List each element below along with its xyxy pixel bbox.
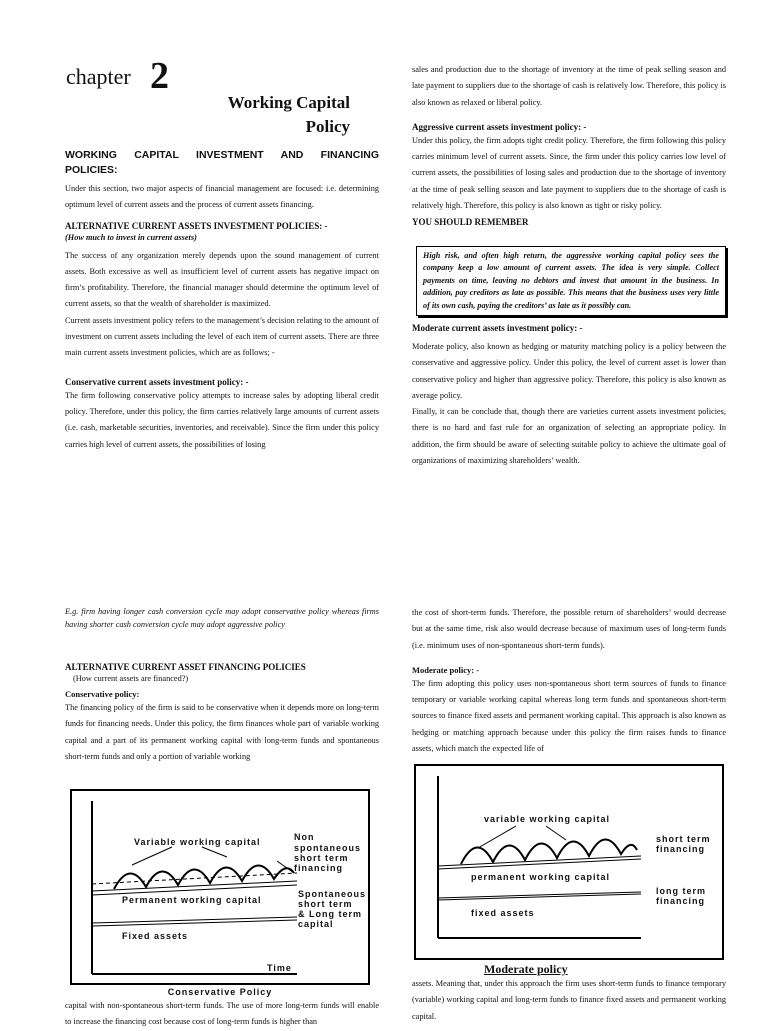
paragraph: Under this policy, the firm adopts tight credit policy. Therefore, the firm following this policy carries minimum level of current assets. Since, the firm under this policy carries low level of current assets, the possibilities of losing sales and production due to the shortage of inventory at the time of peak selling season and late payment to suppliers due to the shortage of cash is relatively high. Therefore, this policy is also known as tight or risky policy.	[412, 135, 726, 211]
label-short-1: short term	[656, 834, 711, 844]
top-left-column	[65, 148, 379, 453]
paragraph: sales and production due to the shortage of inventory at the time of peak selling season and late payment to suppliers due to the shortage of cash is relatively low. Therefore, this policy is also known as relaxed or liberal policy.	[412, 65, 726, 107]
moderate-figure-caption: Moderate policy	[484, 962, 568, 976]
label-permanent-wc: permanent working capital	[471, 872, 611, 882]
chapter-title-line1: Working Capital	[227, 93, 350, 112]
top-right-column	[412, 62, 726, 228]
label-spont-4: capital	[298, 919, 334, 929]
label-long-2: financing	[656, 896, 705, 906]
section-heading: WORKING CAPITAL INVESTMENT AND FINANCING POLICIES:	[65, 149, 379, 176]
remember-heading: YOU SHOULD REMEMBER	[412, 217, 529, 228]
remember-box: High risk, and often high return, the aggressive working capital policy sees the company keep a low amount of current assets. The idea is very simple. Collect payments on time, leaving no debtors and invest that amount in the business. In addition, pay creditors as late as possible. This means that the business uses very little of its own cash, paying the creditors’ as late as it possibly can.	[416, 246, 726, 316]
top-right-column-lower	[412, 322, 726, 469]
label-short-2: financing	[656, 844, 705, 854]
label-fixed-assets: Fixed assets	[122, 931, 189, 941]
fixed-assets-line-2	[92, 920, 297, 926]
paragraph: The success of any organization merely depends upon the sound management of current assets. Both excessive as well as insufficient level of current assets has negative impact on firm’s profitability. Therefore, the financial manager should determine the optimum level of current assets, so that the wealth of shareholder is maximized.	[65, 250, 379, 309]
label-spont-1: Spontaneous	[298, 889, 367, 899]
pointer-line	[546, 826, 566, 840]
paragraph: assets. Meaning that, under this approach the firm uses short-term funds to finance temporary (variable) working capital and long-term funds to finance fixed assets and permanent working capital.	[412, 979, 726, 1021]
pointer-line	[202, 847, 227, 857]
label-permanent-wc: Permanent working capital	[122, 895, 262, 905]
moderate-policy-heading: Moderate policy: -	[412, 664, 480, 675]
label-spont-3: & Long term	[298, 909, 362, 919]
moderate-policy-chart	[416, 766, 722, 958]
label-nonspont-3: short term	[294, 853, 349, 863]
label-variable-wc: Variable working capital	[134, 837, 261, 847]
paragraph: Finally, it can be conclude that, though there are varieties current assets investment policies, there is no hard and fast rule for an organization of selecting an appropriate policy. In addition, the firm should be aware of selecting suitable policy to achieve the ultimate goal of organizations of maximizing shareholders’ wealth.	[412, 407, 726, 466]
conservative-policy-figure	[70, 789, 370, 985]
intro-paragraph: Under this section, two major aspects of financial management are focused: i.e. determining optimum level of current assets and the process of current assets financing.	[65, 184, 379, 210]
financing-policies-subheading: (How current assets are financed?)	[73, 674, 189, 683]
paragraph: The firm following conservative policy attempts to increase sales by adopting liberal credit policy. Therefore, under this policy, the firm carries relatively large amounts of current assets (i.e. cash, marketable securities, inventories, and receivable). Since the firm under this policy carries high level of current assets, the possibilities of losing	[65, 390, 379, 449]
paragraph: The financing policy of the firm is said to be conservative when it depends more on long-term funds for financing needs. Under this policy, the firm finances whole part of variable working capital and a part of its permanent working capital with long-term funds and spontaneous short-term funds and only a portion of variable working	[65, 703, 379, 761]
label-nonspont-1: Non	[294, 832, 315, 842]
bottom-left-column	[65, 605, 379, 765]
investment-policies-heading: ALTERNATIVE CURRENT ASSETS INVESTMENT POLICIES: -	[65, 220, 328, 231]
label-time: Time	[267, 963, 292, 973]
label-variable-wc: variable working capital	[484, 814, 611, 824]
pointer-line	[132, 847, 172, 865]
label-spont-2: short term	[298, 899, 353, 909]
moderate-investment-heading: Moderate current assets investment policy: -	[412, 323, 583, 333]
conservative-figure-caption: Conservative Policy	[167, 987, 273, 997]
aggressive-investment-heading: Aggressive current assets investment policy: -	[412, 121, 587, 132]
conservative-investment-heading: Conservative current assets investment policy: -	[65, 376, 249, 387]
label-nonspont-2: spontaneous	[294, 843, 362, 853]
investment-policies-subheading: (How much to invest in current assets)	[65, 232, 197, 242]
chapter-number: 2	[150, 55, 169, 97]
example-note: E.g. firm having longer cash conversion cycle may adopt conservative policy whereas firms having shorter cash conversion cycle may adopt aggressive policy	[65, 607, 379, 629]
label-long-1: long term	[656, 886, 707, 896]
paragraph: Current assets investment policy refers to the management’s decision relating to the amount of investment on current assets including the level of each item of current assets. There are three main current assets investment policies, which are as follows; -	[65, 315, 379, 358]
moderate-policy-figure	[414, 764, 724, 960]
conservative-policy-heading: Conservative policy:	[65, 689, 140, 699]
label-nonspont-4: financing	[294, 863, 343, 873]
label-fixed-assets: fixed assets	[471, 908, 535, 918]
paragraph: Moderate policy, also known as hedging or maturity matching policy is a policy between the conservative and aggressive policy. Under this policy, the level of current asset is lower than conservative policy and higher than aggressive policy. Therefore, this policy is also known as average policy.	[412, 342, 726, 400]
bottom-right-column-lower	[412, 976, 726, 1025]
paragraph: capital with non-spontaneous short-term funds. The use of more long-term funds will enable to increase the financing cost because cost of long-term funds is higher than	[65, 1001, 379, 1027]
chapter-title	[150, 91, 350, 139]
chapter-word: chapter	[66, 64, 131, 89]
bottom-right-column	[412, 605, 726, 757]
paragraph: the cost of short-term funds. Therefore, the possible return of shareholders’ would decrease but at the same time, risk also would decrease because of maximum uses of long-term funds (i.e. minimum uses of non-spontaneous short-term funds).	[412, 608, 726, 650]
bottom-left-column-lower	[65, 998, 379, 1031]
fixed-assets-line	[92, 917, 297, 923]
conservative-policy-chart	[72, 791, 368, 983]
financing-policies-heading: ALTERNATIVE CURRENT ASSET FINANCING POLICIES	[65, 662, 306, 672]
chapter-title-line2: Policy	[305, 117, 350, 136]
paragraph: The firm adopting this policy uses non-spontaneous short term sources of funds to finance temporary or variable working capital whereas long term funds and spontaneous short-term sources to finance fixed assets and permanent working capital. This approach is also known as hedging or matching approach because under this policy the firm raises funds to finance assets, which match the expected life of	[412, 678, 726, 754]
